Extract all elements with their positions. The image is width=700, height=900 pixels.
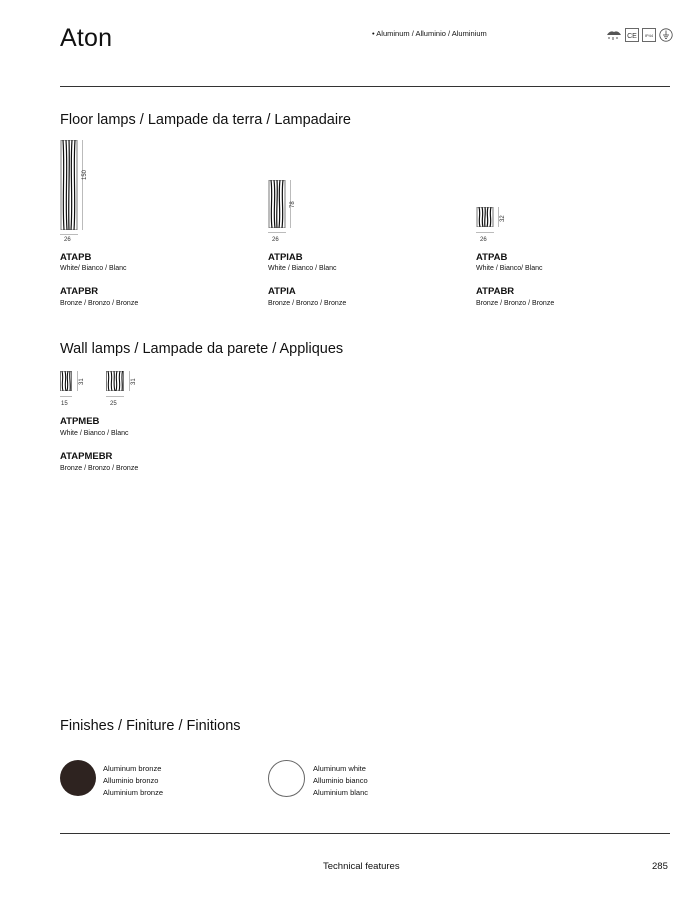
product-color: White / Bianco / Blanc: [60, 430, 129, 437]
finish-swatch-white: [268, 760, 468, 800]
finishes-title: Finishes / Finiture / Finitions: [60, 718, 241, 734]
product-color: Bronze / Bronzo / Bronze: [476, 300, 555, 307]
height-dimension: 31: [79, 378, 85, 385]
height-dimension: 78: [290, 201, 296, 208]
page-title: Aton: [60, 24, 113, 52]
height-dimension: 31: [131, 378, 137, 385]
floor-lamps-title: Floor lamps / Lampade da terra / Lampadaire: [60, 112, 351, 128]
width-dimension: 25: [110, 401, 117, 407]
page-number: 285: [652, 861, 668, 872]
header-divider: [60, 86, 670, 87]
footer-section-label: Technical features: [323, 861, 400, 872]
product-color: Bronze / Bronzo / Bronze: [60, 300, 139, 307]
product-color: White / Bianco / Blanc: [268, 265, 337, 272]
width-dimension-line: [60, 234, 78, 235]
certification-icons: [606, 28, 673, 42]
wall-lamp-drawing-large: [106, 371, 124, 391]
product-code: ATPMEB: [60, 416, 100, 427]
lamp-drawing-medium: [268, 180, 286, 228]
height-dimension-line: [77, 371, 78, 391]
finish-label: Aluminum white: [313, 764, 366, 773]
product-code: ATPABR: [476, 286, 515, 297]
width-dimension: 26: [480, 237, 487, 243]
finish-label: Alluminio bronzo: [103, 776, 159, 785]
swatch-circle: [60, 760, 96, 796]
footer-divider: [60, 833, 670, 834]
material-note: • Aluminum / Alluminio / Aluminium: [372, 29, 487, 38]
height-dimension-line: [498, 207, 499, 227]
svg-text:CE: CE: [627, 33, 637, 40]
height-dimension-line: [82, 140, 83, 230]
floor-lamp-atapb: [60, 140, 220, 310]
outdoor-lamp-icon: [606, 29, 622, 41]
product-code: ATAPBR: [60, 286, 99, 297]
floor-lamp-atpiab: [268, 180, 428, 310]
wall-lamps-group: [60, 371, 260, 476]
finish-swatch-bronze: [60, 760, 260, 800]
lamp-drawing-short: [476, 207, 494, 227]
product-code: ATAPMEBR: [60, 451, 113, 462]
width-dimension-line: [60, 396, 72, 397]
finish-label: Aluminum bronze: [103, 764, 162, 773]
wall-lamp-drawing-small: [60, 371, 72, 391]
width-dimension: 26: [272, 237, 279, 243]
width-dimension-line: [268, 232, 286, 233]
ip-rating-icon: [642, 28, 656, 42]
finish-label: Aluminium blanc: [313, 788, 369, 797]
product-color: Bronze / Bronzo / Bronze: [268, 300, 347, 307]
wall-lamps-title: Wall lamps / Lampade da parete / Appliques: [60, 341, 344, 357]
height-dimension-line: [129, 371, 130, 391]
lamp-drawing-tall: [60, 140, 78, 230]
swatch-circle: [268, 760, 305, 797]
product-code: ATPAB: [476, 252, 508, 263]
ce-mark-icon: [625, 28, 639, 42]
height-dimension: 32: [500, 215, 506, 222]
floor-lamp-atpab: [476, 207, 636, 310]
finish-label: Alluminio bianco: [313, 776, 368, 785]
height-dimension: 150: [82, 169, 88, 180]
product-color: White/ Bianco / Blanc: [60, 265, 127, 272]
width-dimension-line: [476, 232, 494, 233]
product-code: ATPIA: [268, 286, 296, 297]
svg-text:IP44: IP44: [644, 33, 654, 38]
product-code: ATAPB: [60, 252, 92, 263]
product-color: White / Bianco/ Blanc: [476, 265, 543, 272]
product-code: ATPIAB: [268, 252, 303, 263]
width-dimension: 15: [61, 401, 68, 407]
product-color: Bronze / Bronzo / Bronze: [60, 465, 139, 472]
width-dimension: 26: [64, 237, 71, 243]
width-dimension-line: [106, 396, 124, 397]
finish-label: Aluminium bronze: [103, 788, 164, 797]
ground-symbol-icon: [659, 28, 673, 42]
